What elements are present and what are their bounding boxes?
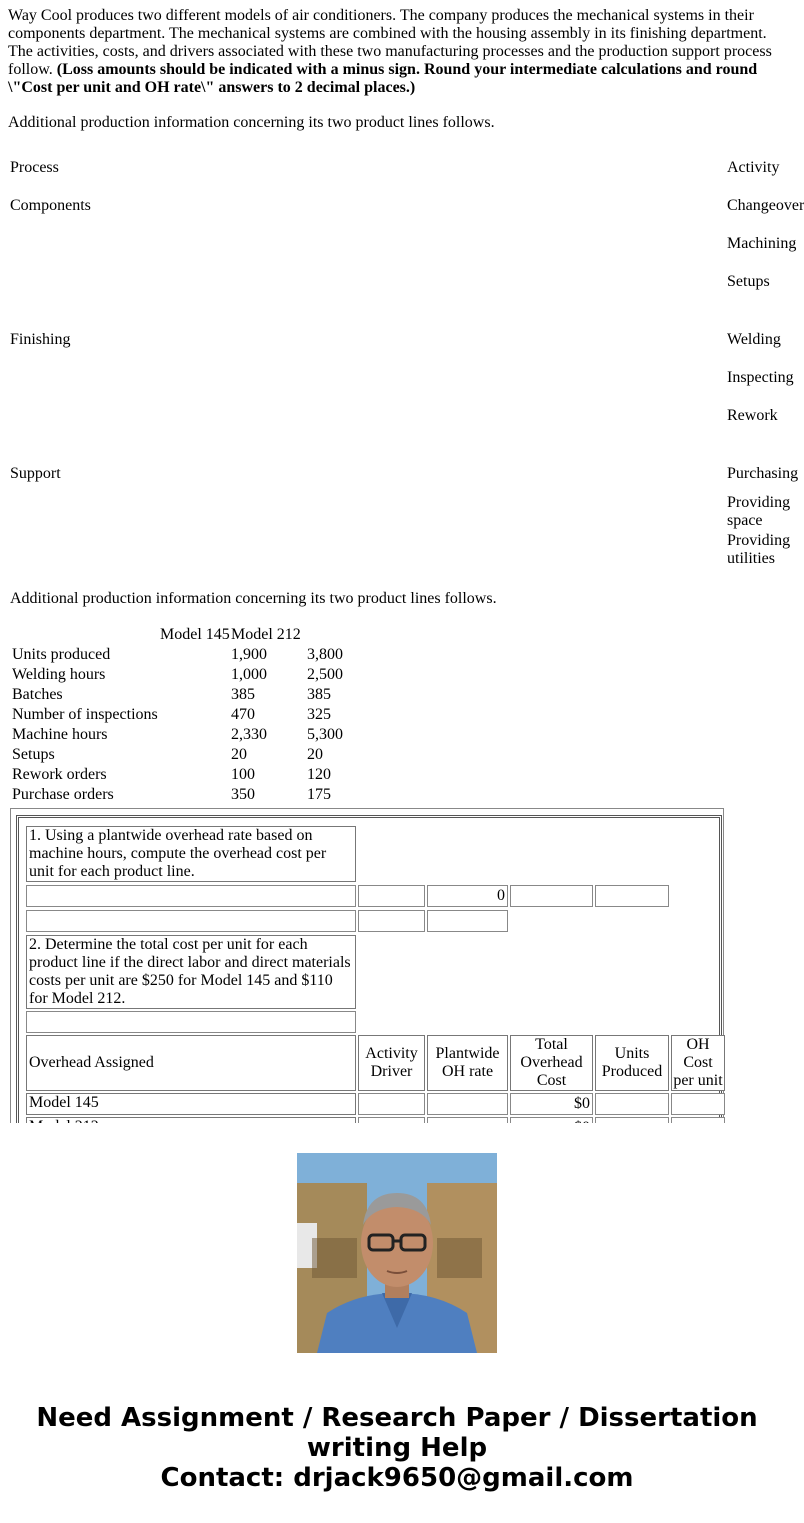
question-1: 1. Using a plantwide overhead rate based on machine hours, compute the overhead cost per unit for each product line.: [26, 826, 356, 882]
process-finishing: Finishing: [10, 331, 71, 348]
oh-rate-input[interactable]: [427, 1093, 508, 1115]
cell-m212: 20: [307, 746, 323, 763]
activity-item: Rework: [727, 407, 778, 424]
answer-input[interactable]: [26, 910, 356, 932]
header-total-overhead-cost: Total Overhead Cost: [510, 1035, 593, 1091]
header-activity-driver: Activity Driver: [358, 1035, 425, 1091]
row-label: Number of inspections: [12, 706, 158, 723]
header-plantwide-oh-rate: Plantwide OH rate: [427, 1035, 508, 1091]
cell-m212: 385: [307, 686, 331, 703]
avatar-illustration: [297, 1153, 497, 1353]
row-label: Rework orders: [12, 766, 107, 783]
row-label: Welding hours: [12, 666, 106, 683]
additional-info-1: Additional production information concerning its two product lines follows.: [8, 114, 495, 131]
activity-item: Machining: [727, 235, 797, 252]
activity-item: Purchasing: [727, 465, 799, 482]
worksheet-inner: [16, 815, 722, 1145]
cell-m212: 5,300: [307, 726, 343, 743]
row-label: Batches: [12, 686, 63, 703]
question-2: 2. Determine the total cost per unit for each product line if the direct labor and direct materials costs per unit are $250 for Model 145 and $110 for Model 212.: [26, 935, 356, 1009]
avatar: [297, 1153, 497, 1353]
intro-instructions: (Loss amounts should be indicated with a minus sign. Round your intermediate calculations and round \"Cost per unit and OH rate\" answers to 2 decimal places.): [8, 61, 758, 96]
row-label: Machine hours: [12, 726, 108, 743]
row-label: Units produced: [12, 646, 111, 663]
header-units-produced: Units Produced: [595, 1035, 669, 1091]
activity-item: Inspecting: [727, 369, 794, 386]
process-components: Components: [10, 197, 91, 214]
advert-text: [0, 1403, 794, 1493]
answer-input[interactable]: 0: [427, 885, 508, 907]
activity-item: Providing space: [727, 494, 791, 529]
cell-m145: 385: [231, 686, 255, 703]
answer-input[interactable]: [358, 910, 425, 932]
units-produced-input[interactable]: [595, 1093, 669, 1115]
activity-item: Setups: [727, 273, 770, 290]
cell-m212: 3,800: [307, 646, 343, 663]
activity-driver-input[interactable]: [358, 1093, 425, 1115]
activity-item: Providing utilities: [727, 532, 791, 567]
row-label-model-145: Model 145: [26, 1093, 356, 1115]
cell-m212: 175: [307, 786, 331, 803]
answer-input[interactable]: [510, 885, 593, 907]
intro-text: Way Cool produces two different models of air conditioners. The company produces the mechanical systems in their components department. The mechanical systems are combined with the housing assembly in its finishing department. The activities, costs, and drivers associated with these two manufacturing processes and the production support process follow.: [8, 7, 772, 78]
answer-input[interactable]: [26, 1011, 356, 1033]
cell-m145: 2,330: [231, 726, 267, 743]
cell-m145: 1,900: [231, 646, 267, 663]
cell-m145: 470: [231, 706, 255, 723]
cell-m212: 120: [307, 766, 331, 783]
cell-m145: 100: [231, 766, 255, 783]
answer-input[interactable]: [26, 885, 356, 907]
cell-m212: 325: [307, 706, 331, 723]
answer-input[interactable]: [358, 885, 425, 907]
col-header: Model 145: [160, 626, 230, 643]
header-process: Process: [10, 159, 59, 176]
process-support: Support: [10, 465, 61, 482]
cell-m145: 350: [231, 786, 255, 803]
oh-cost-per-unit-input[interactable]: [671, 1093, 725, 1115]
row-label: Purchase orders: [12, 786, 114, 803]
answer-input[interactable]: [595, 885, 669, 907]
header-activity: Activity: [727, 159, 780, 176]
header-overhead-assigned: Overhead Assigned: [26, 1035, 356, 1091]
activity-item: Welding: [727, 331, 781, 348]
header-oh-cost-per-unit: OH Cost per unit: [671, 1035, 725, 1091]
worksheet-frame: [10, 808, 724, 1138]
cell-m145: 1,000: [231, 666, 267, 683]
cell-m145: 20: [231, 746, 247, 763]
answer-input[interactable]: [427, 910, 508, 932]
col-header: Model 212: [231, 626, 301, 643]
additional-info-2: Additional production information concerning its two product lines follows.: [10, 590, 497, 607]
total-overhead-cost: $0: [510, 1093, 593, 1115]
row-label: Setups: [12, 746, 55, 763]
cell-m212: 2,500: [307, 666, 343, 683]
advert-contact: Contact: drjack9650@gmail.com: [160, 1463, 634, 1493]
problem-intro: [8, 7, 790, 97]
advert-line-1: Need Assignment / Research Paper / Dissertation: [36, 1403, 758, 1433]
activity-item: Changeover: [727, 197, 804, 214]
advert-line-2: writing Help: [306, 1433, 488, 1463]
